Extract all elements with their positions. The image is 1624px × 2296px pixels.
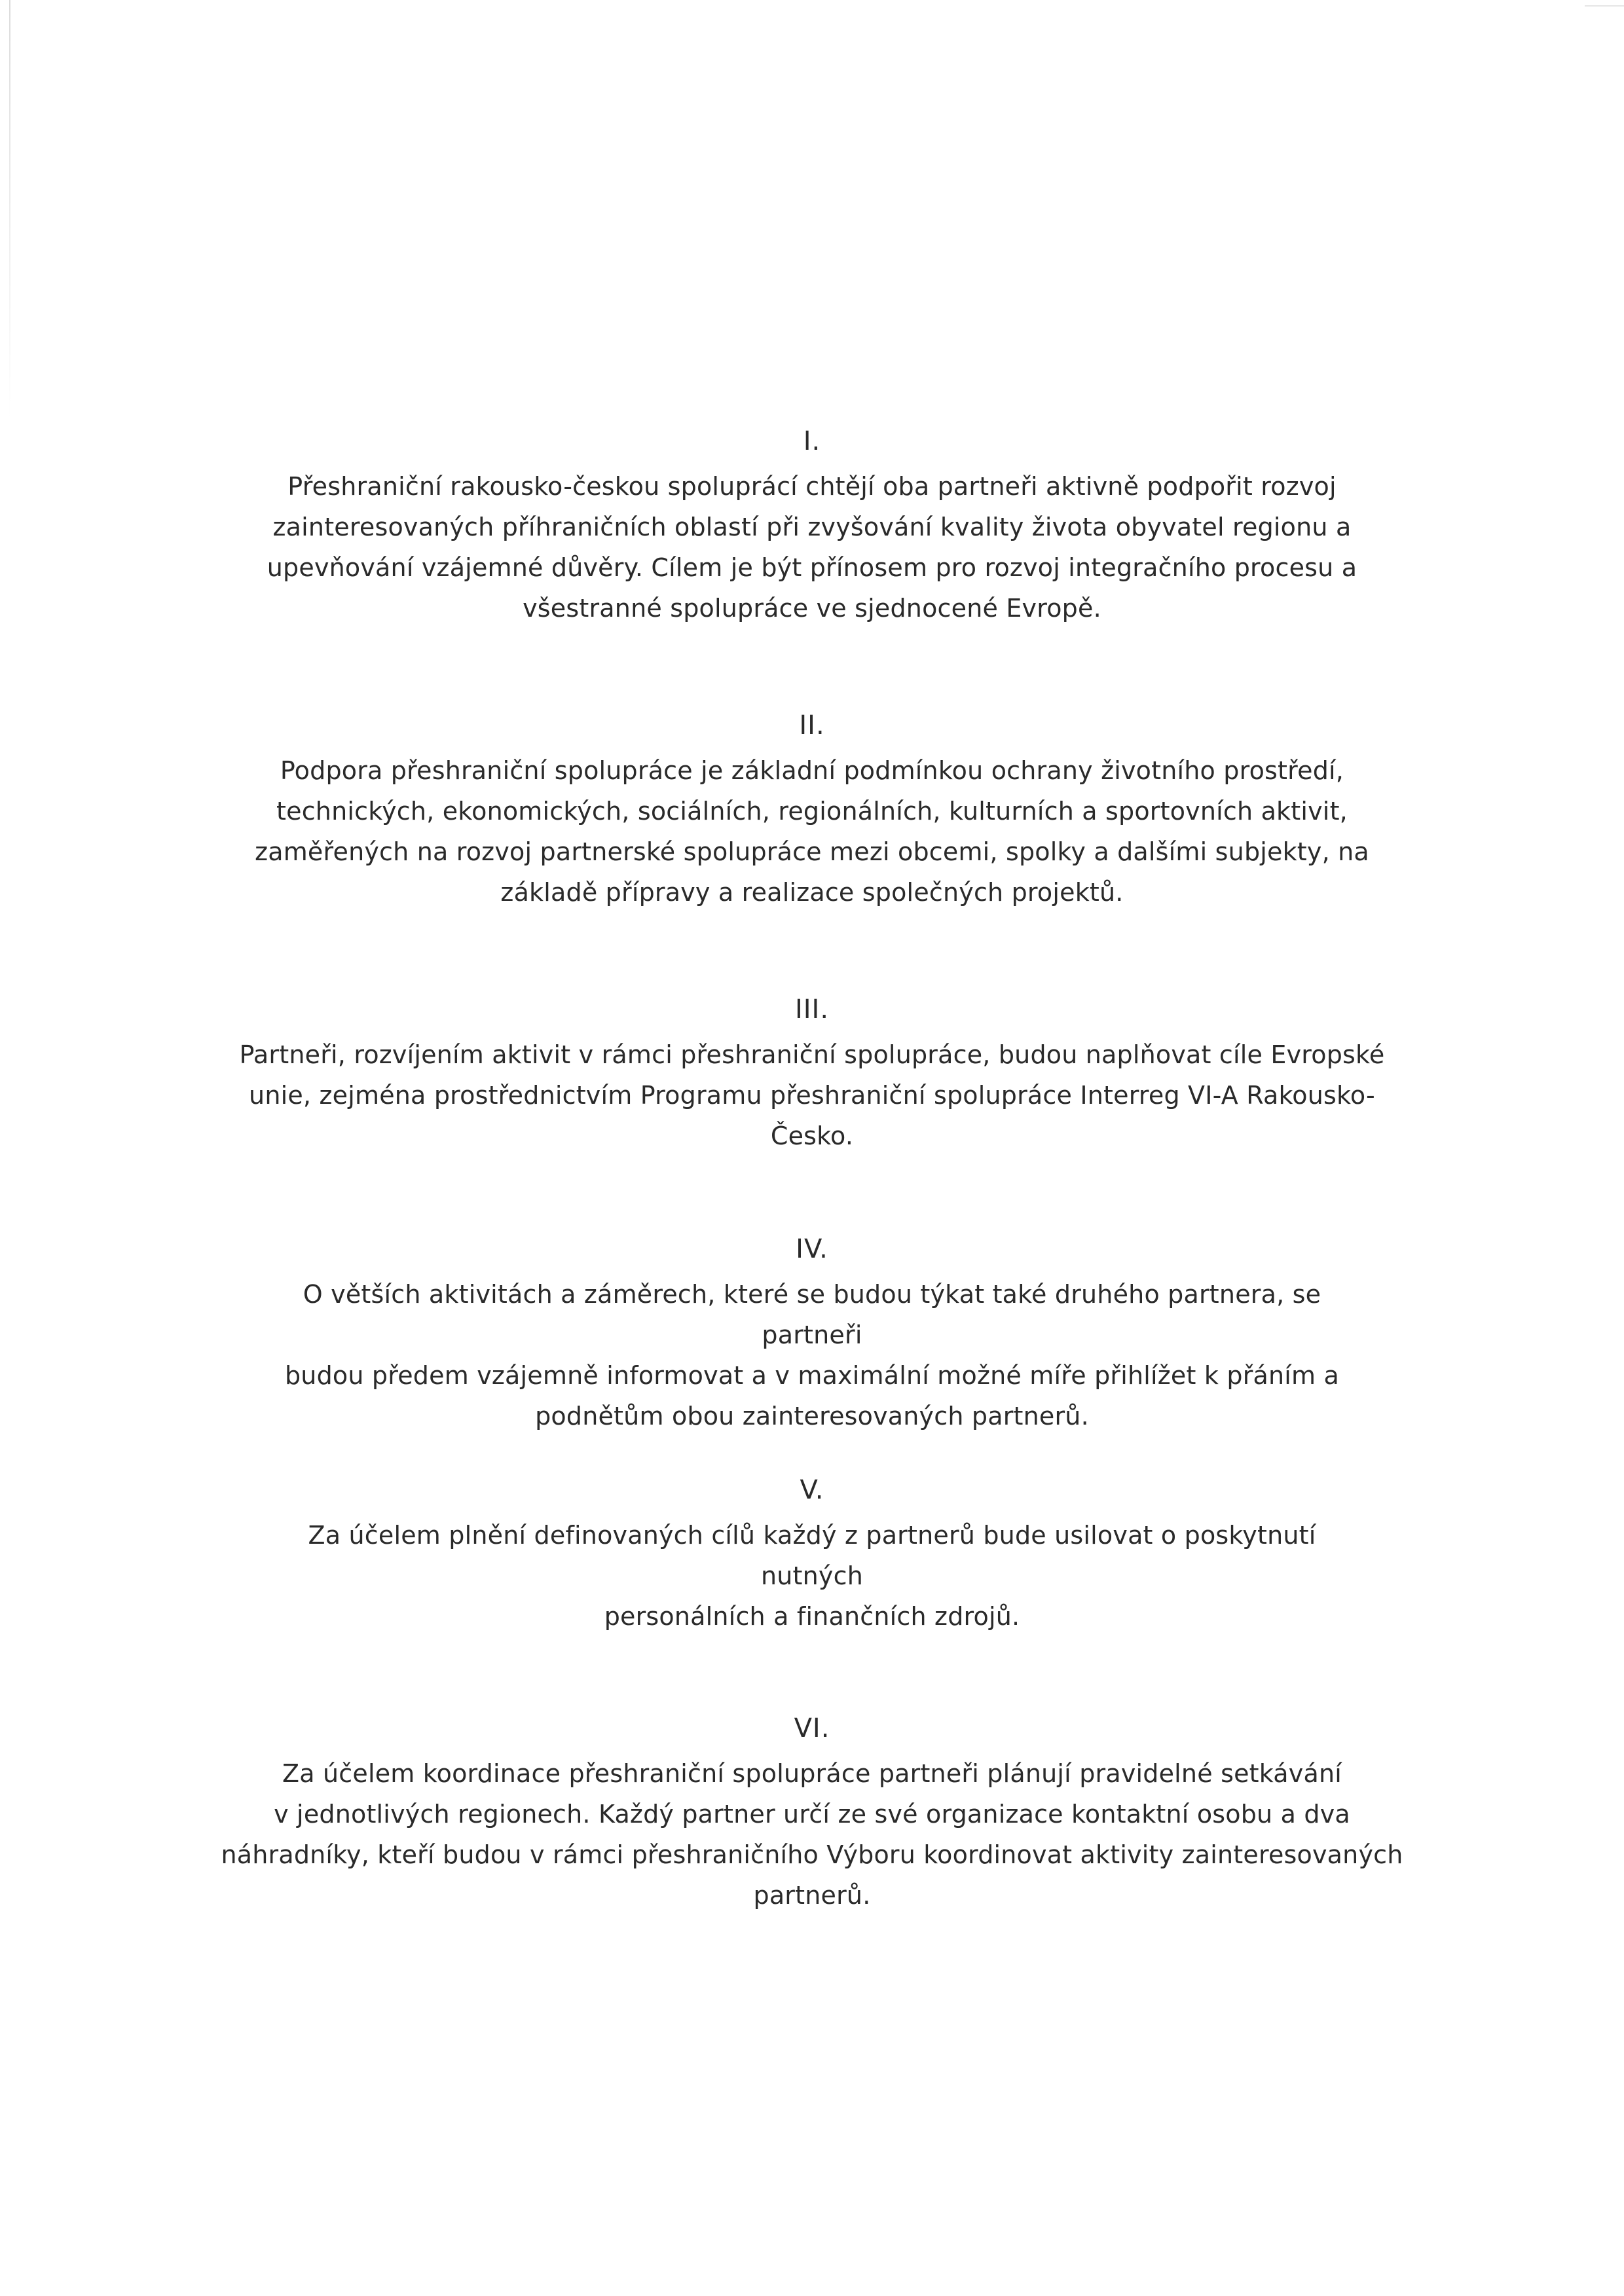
articles: [196, 406, 1428, 1916]
article-3-numeral: III.: [794, 994, 830, 1025]
article-4-numeral: IV.: [796, 1234, 828, 1264]
article-4: [196, 1230, 1428, 1436]
article-1: [196, 422, 1428, 629]
scan-edge-line: [9, 0, 10, 419]
scan-corner-mark: [1585, 5, 1624, 7]
article-3-text: Partneři, rozvíjením aktivit v rámci přeshraniční spolupráce, budou naplňovat cíle Evropské unie, zejména prostřednictvím Programu přeshraniční spolupráce Interreg VI-A Rakousko- Česko.: [239, 1040, 1385, 1150]
article-3: [196, 990, 1428, 1156]
article-1-text: Přeshraniční rakousko-českou spoluprácí chtějí oba partneři aktivně podpořit rozvoj zainteresovaných příhraničních oblastí při zvyšování kvality života obyvatel regionu a upevňování vzájemné důvěry. Cílem je být přínosem pro rozvoj integračního procesu a všestranné spolupráce ve sjednocené Evropě.: [267, 472, 1357, 623]
article-6-numeral: VI.: [794, 1713, 830, 1743]
article-2: [196, 706, 1428, 913]
article-4-text: O větších aktivitách a záměrech, které se budou týkat také druhého partnera, se partneři budou předem vzájemně informovat a v maximální možné míře přihlížet k přáním a podnětům obou zainteresovaných partnerů.: [284, 1280, 1340, 1430]
article-6-text: Za účelem koordinace přeshraniční spolupráce partneři plánují pravidelné setkávání v jednotlivých regionech. Každý partner určí ze své organizace kontaktní osobu a dva náhradníky, kteří budou v rámci přeshraničního Výboru koordinovat aktivity zainteresovaných partnerů.: [221, 1759, 1403, 1910]
article-2-numeral: II.: [799, 710, 825, 740]
article-1-numeral: I.: [803, 426, 821, 456]
article-5-numeral: V.: [800, 1475, 824, 1505]
article-5-text: Za účelem plnění definovaných cílů každý z partnerů bude usilovat o poskytnutí nutných personálních a finančních zdrojů.: [308, 1521, 1316, 1631]
article-2-text: Podpora přeshraniční spolupráce je základní podmínkou ochrany životního prostředí, technických, ekonomických, sociálních, regionálních, kulturních a sportovních aktivit, zaměřených na rozvoj partnerské spolupráce mezi obcemi, spolky a dalšími subjekty, na základě přípravy a realizace společných projektů.: [255, 756, 1369, 907]
article-5: [196, 1470, 1428, 1637]
article-6: [196, 1709, 1428, 1916]
